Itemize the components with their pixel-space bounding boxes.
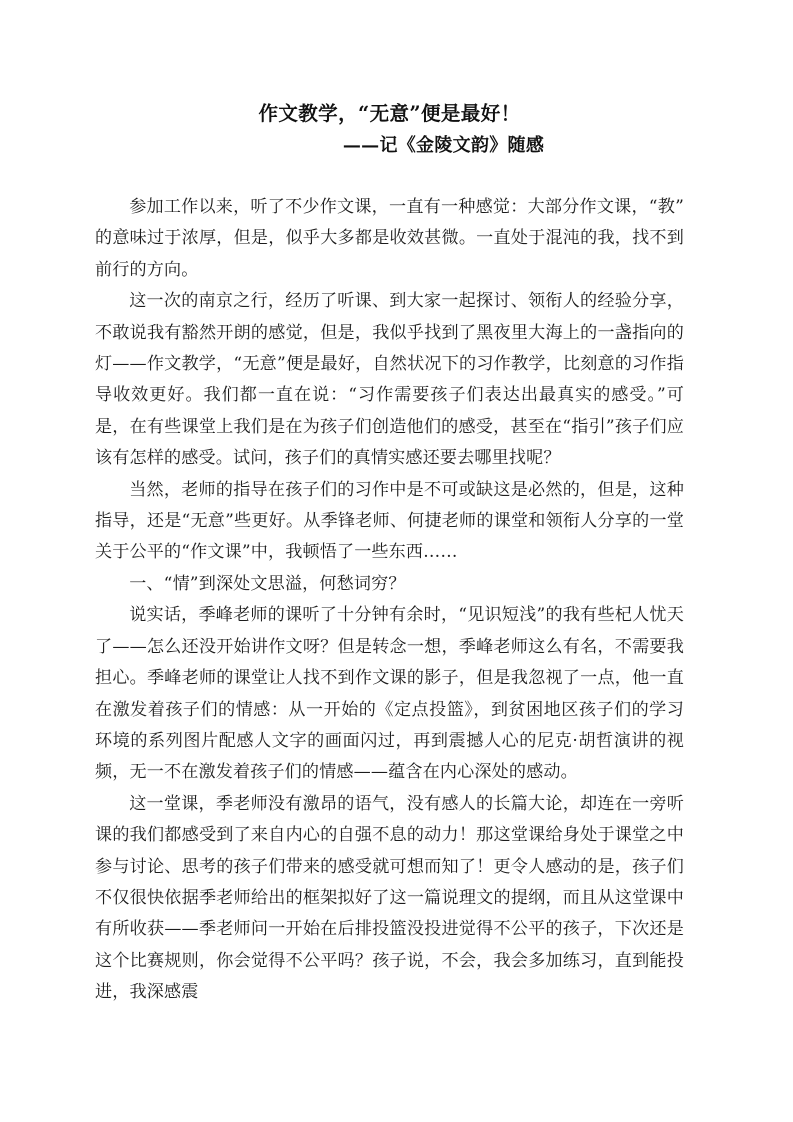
document-body <box>95 192 684 1009</box>
section-paragraph-1: 说实话，季峰老师的课听了十分钟有余时，“见识短浅”的我有些杞人忧天了——怎么还没开始讲作文呀？但是转念一想，季峰老师这么有名，不需要我担心。季峰老师的课堂让人找不到作文课的影子，但是我忽视了一点，他一直在激发着孩子们的情感：从一开始的《定点投篮》，到贫困地区孩子们的学习环境的系列图片配感人文字的画面闪过，再到震撼人心的尼克·胡哲演讲的视频，无一不在激发着孩子们的情感——蕴含在内心深处的感动。 <box>95 605 684 783</box>
section-heading-1: 一、“情”到深处文思溢，何愁词穷？ <box>129 573 406 594</box>
section-paragraph-2: 这一堂课，季老师没有激昂的语气，没有感人的长篇大论，却连在一旁听课的我们都感受到了来自内心的自强不息的动力！那这堂课给身处于课堂之中参与讨论、思考的孩子们带来的感受就可想而知了！更令人感动的是，孩子们不仅很快依据季老师给出的框架拟好了这一篇说理文的提纲，而且从这堂课中有所收获——季老师问一开始在后排投篮没投进觉得不公平的孩子，下次还是这个比赛规则，你会觉得不公平吗？孩子说，不会，我会多加练习，直到能投进，我深感震 <box>95 793 684 1003</box>
document-subtitle: ——记《金陵文韵》随感 <box>342 135 545 156</box>
paragraph-2: 这一次的南京之行，经历了听课、到大家一起探讨、领衔人的经验分享，不敢说我有豁然开朗的感觉，但是，我似乎找到了黑夜里大海上的一盏指向的灯——作文教学，“无意”便是最好，自然状况下的习作教学，比刻意的习作指导收效更好。我们都一直在说：“习作需要孩子们表达出最真实的感受。”可是，在有些课堂上我们是在为孩子们创造他们的感受，甚至在“指引”孩子们应该有怎样的感受。试问，孩子们的真情实感还要去哪里找呢？ <box>95 291 684 469</box>
paragraph-1: 参加工作以来，听了不少作文课，一直有一种感觉：大部分作文课，“教”的意味过于浓厚，但是，似乎大多都是收效甚微。一直处于混沌的我，找不到前行的方向。 <box>95 197 684 280</box>
paragraph-3: 当然，老师的指导在孩子们的习作中是不可或缺这是必然的，但是，这种指导，还是“无意”些更好。从季锋老师、何捷老师的课堂和领衔人分享的一堂关于公平的“作文课”中，我顿悟了一些东西…… <box>95 479 684 563</box>
document-title: 作文教学，“无意”便是最好！ <box>258 102 521 125</box>
